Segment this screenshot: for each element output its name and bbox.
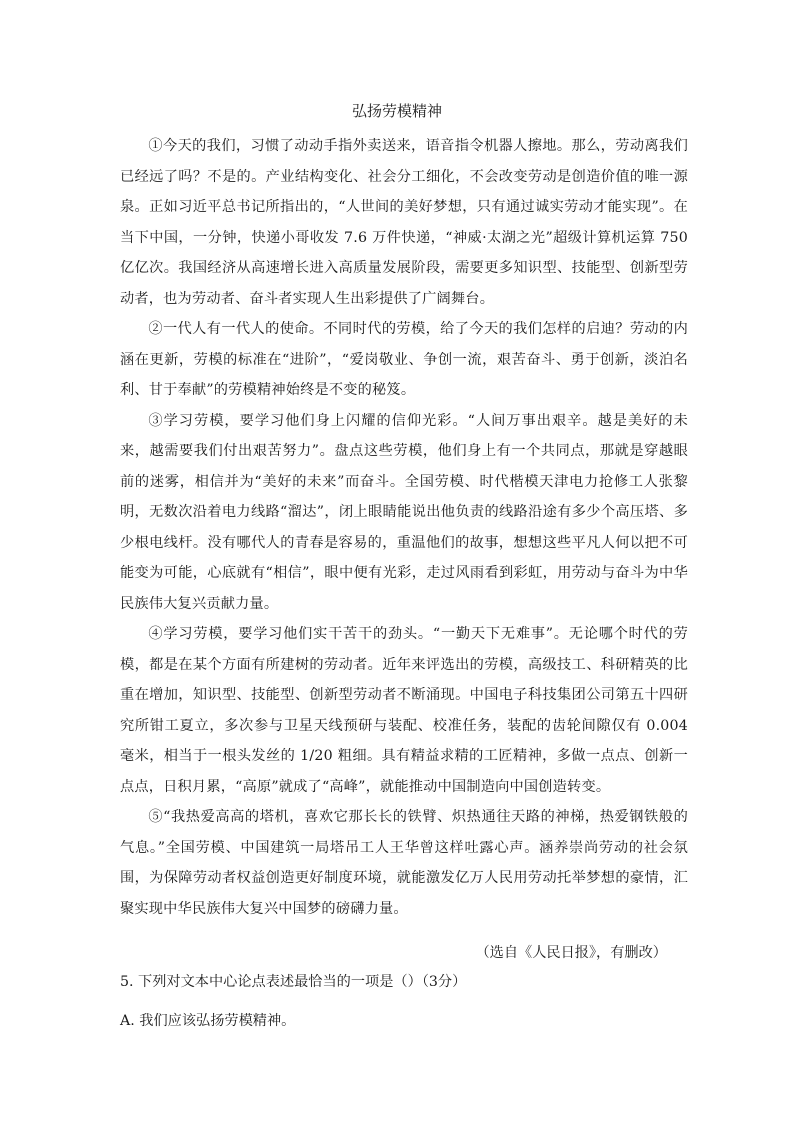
- question-option-a: A. 我们应该弘扬劳模精神。: [120, 1013, 296, 1029]
- article-title: 弘扬劳模精神: [351, 102, 442, 120]
- question-stem: 5. 下列对文本中心论点表述最恰当的一项是（）（3分）: [120, 974, 467, 990]
- article-source: （选自《人民日报》，有删改）: [475, 945, 667, 961]
- article-body: [120, 131, 688, 924]
- paragraph-2: ②一代人有一代人的使命。不同时代的劳模，给了今天的我们怎样的启迪？劳动的内涵在更新，劳模的标准在“进阶”，“爱岗敬业、争创一流，艰苦奋斗、勇于创新，淡泊名利、甘于奉献”的劳模精神始终是不变的秘笈。: [120, 321, 688, 398]
- paragraph-5: ⑤“我热爱高高的塔机，喜欢它那长长的铁臂、炽热通往天路的神梯，热爱钢铁般的气息。”全国劳模、中国建筑一局塔吊工人王华曾这样吐露心声。涵养崇尚劳动的社会氛围，为保障劳动者权益创造更好制度环境，就能激发亿万人民用劳动托举梦想的豪情，汇聚实现中华民族伟大复兴中国梦的磅礴力量。: [120, 809, 688, 917]
- paragraph-4: ④学习劳模，要学习他们实干苦干的劲头。“一勤天下无难事”。无论哪个时代的劳模，都是在某个方面有所建树的劳动者。近年来评选出的劳模，高级技工、科研精英的比重在增加，知识型、技能型、创新型劳动者不断涌现。中国电子科技集团公司第五十四研究所钳工夏立，多次参与卫星天线预研与装配、校准任务，装配的齿轮间隙仅有 0.004 毫米，相当于一根头发丝的 1/20 粗细。具有精益求精的工匠精神，多做一点点、创新一点点，日积月累，“高原”就成了“高峰”，就能推动中国制造向中国创造转变。: [120, 626, 688, 795]
- paragraph-3: ③学习劳模，要学习他们身上闪耀的信仰光彩。“人间万事出艰辛。越是美好的未来，越需要我们付出艰苦努力”。盘点这些劳模，他们身上有一个共同点，那就是穿越眼前的迷雾，相信并为“美好的未来”而奋斗。全国劳模、时代楷模天津电力抢修工人张黎明，无数次沿着电力线路“溜达”，闭上眼睛能说出他负责的线路沿途有多少个高压塔、多少根电线杆。没有哪代人的青春是容易的，重温他们的故事，想想这些平凡人何以把不可能变为可能，心底就有“相信”，眼中便有光彩，走过风雨看到彩虹，用劳动与奋斗为中华民族伟大复兴贡献力量。: [120, 412, 688, 612]
- paragraph-1: ①今天的我们，习惯了动动手指外卖送来，语音指令机器人擦地。那么，劳动离我们已经远了吗？不是的。产业结构变化、社会分工细化，不会改变劳动是创造价值的唯一源泉。正如习近平总书记所指出的，“人世间的美好梦想，只有通过诚实劳动才能实现”。在当下中国，一分钟，快递小哥收发 7.6 万件快递，“神威·太湖之光”超级计算机运算 750 亿亿次。我国经济从高速增长进入高质量发展阶段，需要更多知识型、技能型、创新型劳动者，也为劳动者、奋斗者实现人生出彩提供了广阔舞台。: [120, 138, 688, 307]
